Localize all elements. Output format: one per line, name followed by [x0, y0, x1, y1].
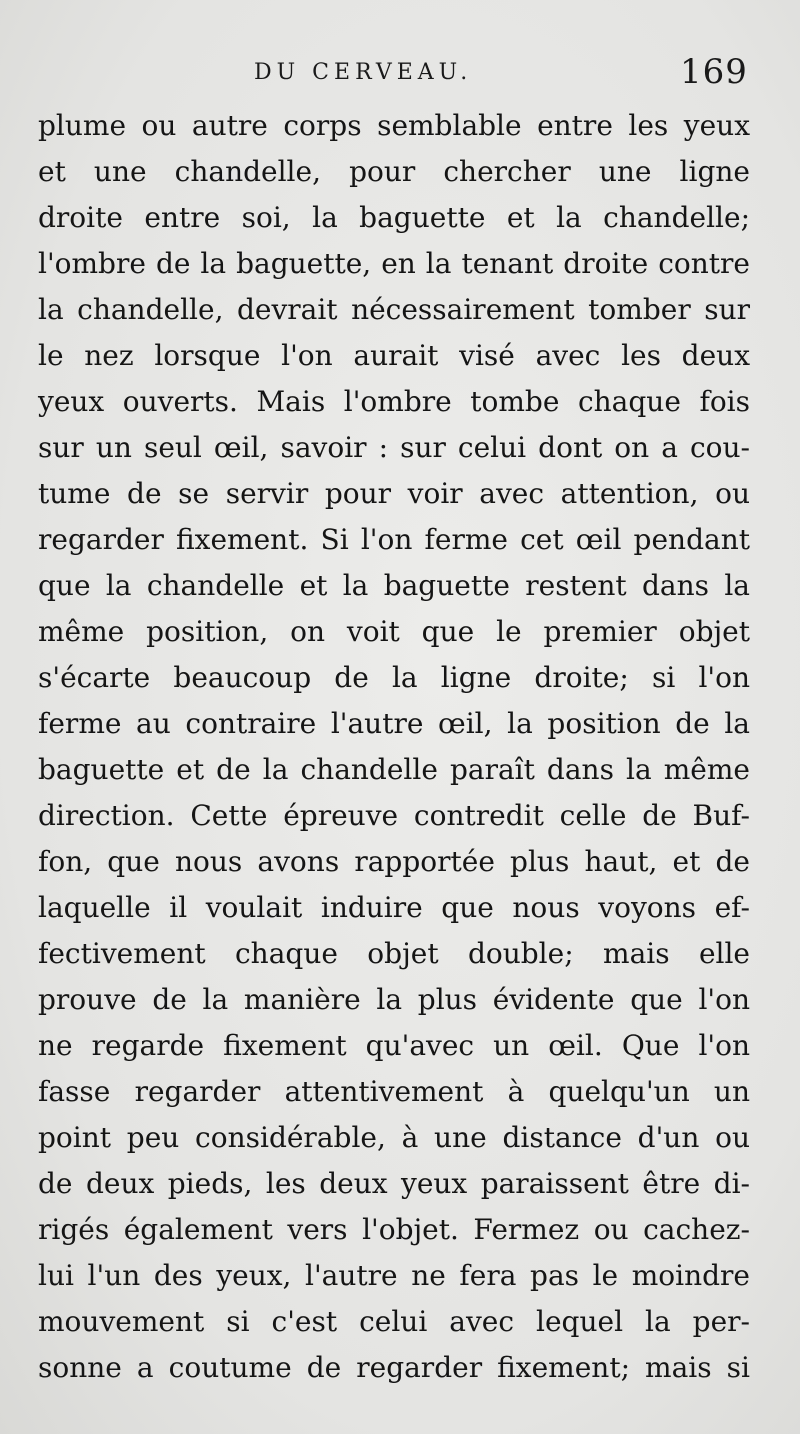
page-number: 169	[680, 52, 748, 92]
text-line: l'ombre de la baguette, en la tenant droite contre	[38, 247, 750, 280]
text-line: prouve de la manière la plus évidente que l'on	[38, 983, 750, 1016]
text-line: que la chandelle et la baguette restent dans la	[38, 569, 750, 602]
text-line: même position, on voit que le premier objet	[38, 615, 750, 648]
text-line: s'écarte beaucoup de la ligne droite; si l'on	[38, 661, 750, 694]
text-line: fon, que nous avons rapportée plus haut, et de	[38, 845, 750, 878]
text-line: laquelle il voulait induire que nous voyons ef-	[38, 891, 750, 924]
text-line: de deux pieds, les deux yeux paraissent être di-	[38, 1167, 750, 1200]
text-line: tume de se servir pour voir avec attention, ou	[38, 477, 750, 510]
text-line: direction. Cette épreuve contredit celle de Buf-	[38, 799, 750, 832]
text-line: plume ou autre corps semblable entre les yeux	[38, 109, 750, 142]
text-line: sonne a coutume de regarder fixement; mais si	[38, 1351, 750, 1384]
text-line: sur un seul œil, savoir : sur celui dont on a cou-	[38, 431, 750, 464]
text-line: point peu considérable, à une distance d'un ou	[38, 1121, 750, 1154]
text-line: fectivement chaque objet double; mais elle	[38, 937, 750, 970]
text-line: regarder fixement. Si l'on ferme cet œil pendant	[38, 523, 750, 556]
body-text	[38, 103, 750, 1391]
text-line: et une chandelle, pour chercher une ligne	[38, 155, 750, 188]
text-line: droite entre soi, la baguette et la chandelle;	[38, 201, 750, 234]
text-line: fasse regarder attentivement à quelqu'un un	[38, 1075, 750, 1108]
text-line: ferme au contraire l'autre œil, la position de la	[38, 707, 750, 740]
text-line: yeux ouverts. Mais l'ombre tombe chaque fois	[38, 385, 750, 418]
text-line: ne regarde fixement qu'avec un œil. Que l'on	[38, 1029, 750, 1062]
page-header	[0, 52, 800, 96]
text-line: baguette et de la chandelle paraît dans la même	[38, 753, 750, 786]
text-line: rigés également vers l'objet. Fermez ou cachez-	[38, 1213, 750, 1246]
text-line: lui l'un des yeux, l'autre ne fera pas le moindre	[38, 1259, 750, 1292]
running-head: DU CERVEAU.	[254, 60, 473, 85]
text-line: la chandelle, devrait nécessairement tomber sur	[38, 293, 750, 326]
text-line: mouvement si c'est celui avec lequel la per-	[38, 1305, 750, 1338]
text-line: le nez lorsque l'on aurait visé avec les deux	[38, 339, 750, 372]
